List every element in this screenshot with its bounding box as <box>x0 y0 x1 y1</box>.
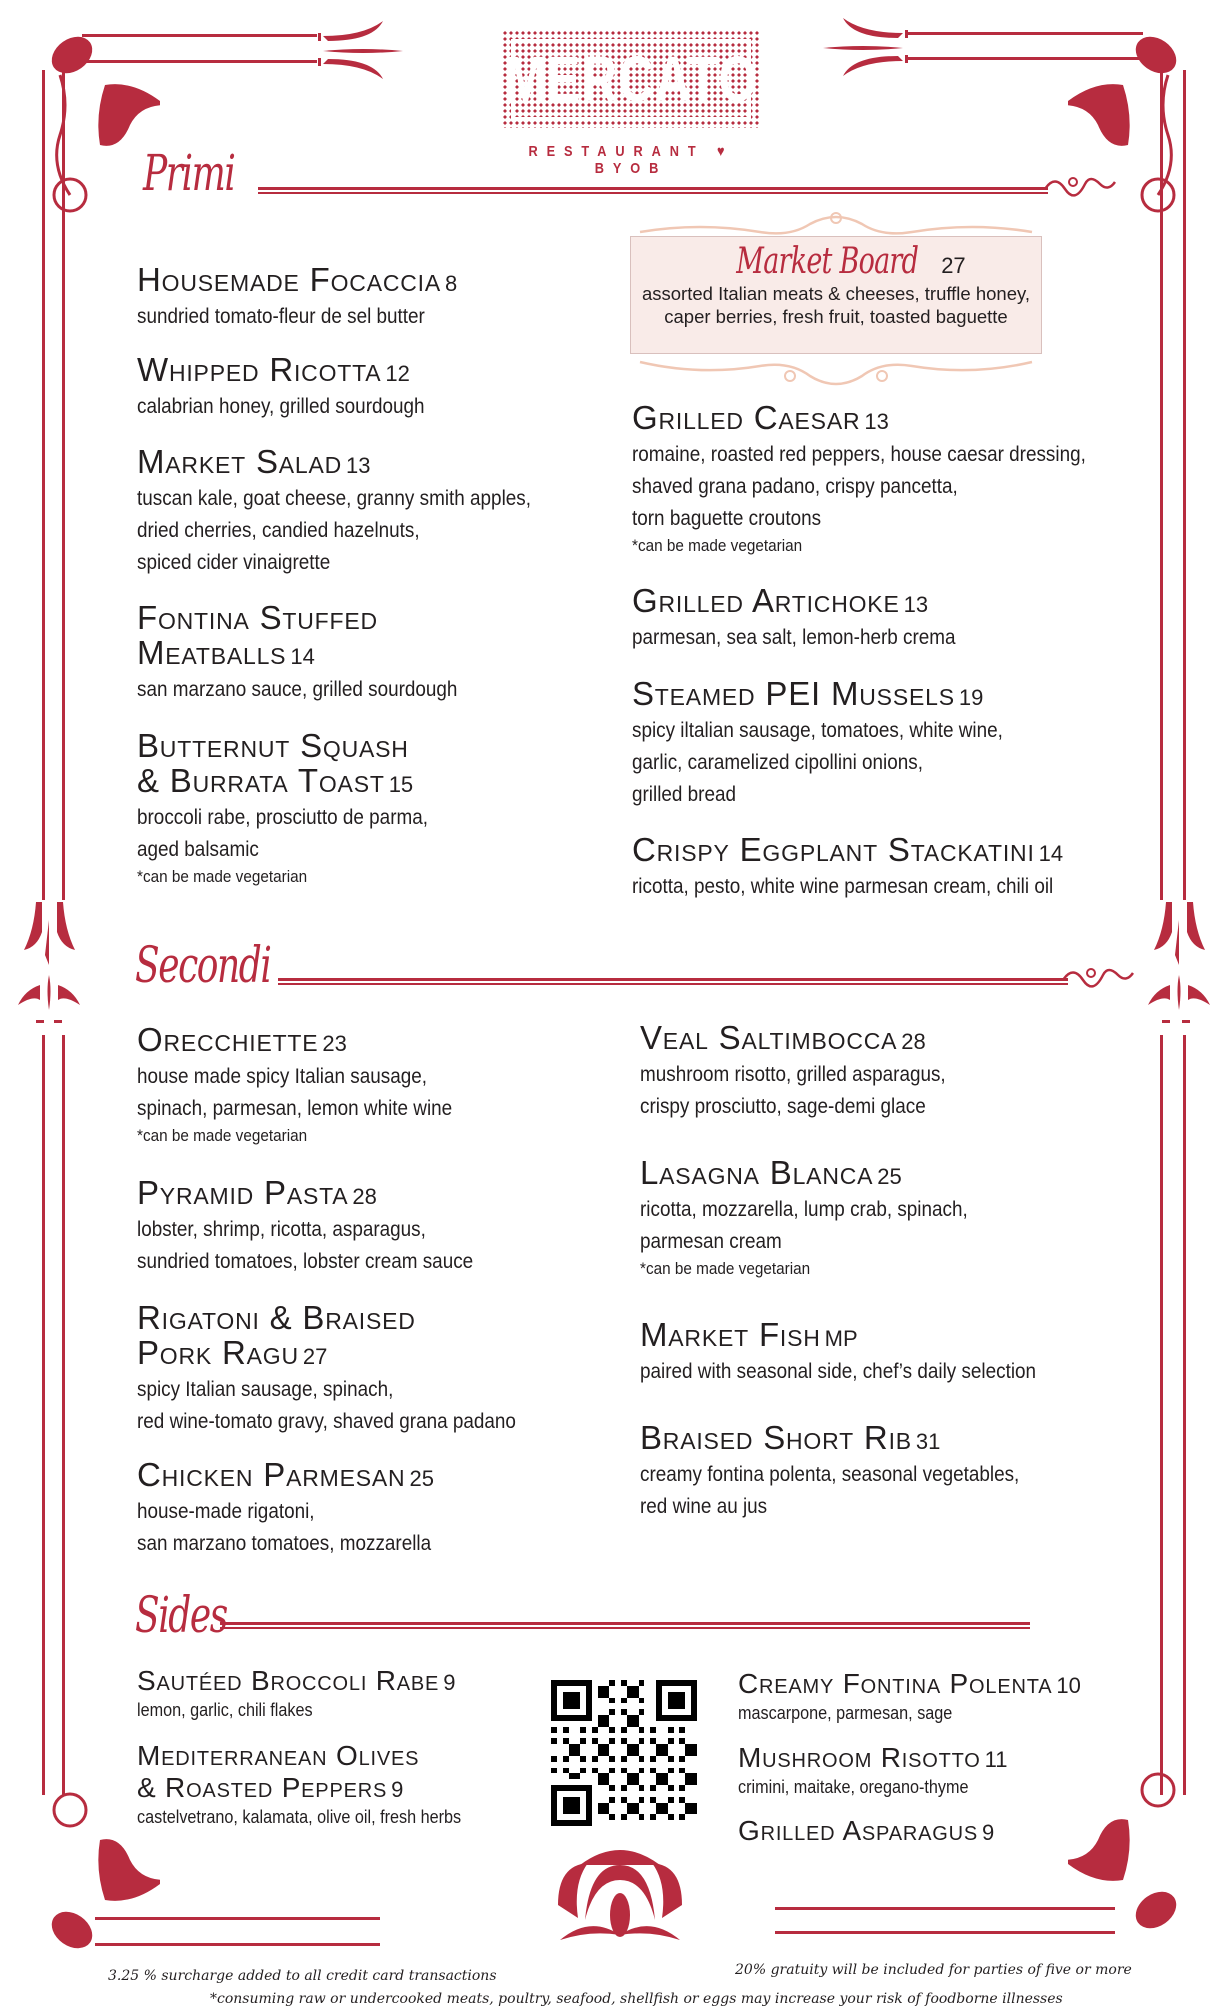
menu-item-name <box>738 1815 994 1849</box>
menu-item <box>137 1665 455 1721</box>
menu-item-description: san marzano tomatoes, mozzarella <box>137 1532 432 1555</box>
board-flourish-bottom-icon <box>630 356 1042 388</box>
menu-item-price: 13 <box>346 453 371 478</box>
menu-item-price: 25 <box>877 1164 902 1189</box>
menu-item-name-line: Pork Ragu <box>137 1334 299 1371</box>
menu-item <box>137 728 460 888</box>
menu-item-description: castelvetrano, kalamata, olive oil, fresh herbs <box>137 1807 462 1827</box>
vegetarian-note: *can be made vegetarian <box>632 536 803 555</box>
menu-item-name <box>640 1420 1061 1459</box>
market-board-desc-line: caper berries, fresh fruit, toasted baguette <box>664 306 1008 327</box>
menu-item-price: 13 <box>864 409 889 434</box>
qr-code-icon[interactable] <box>551 1680 697 1826</box>
menu-item <box>640 1155 1004 1280</box>
surcharge-note: 3.25 % surcharge added to all credit card transactions <box>108 1968 497 1984</box>
menu-item <box>137 600 493 706</box>
menu-item-description: dried cherries, candied hazelnuts, <box>137 519 420 542</box>
menu-item-description: lobster, shrimp, ricotta, asparagus, <box>137 1218 426 1241</box>
menu-item-name-line: Housemade Focaccia <box>137 261 441 298</box>
menu-item-name-line: Grilled Caesar <box>632 399 861 436</box>
menu-item-description: sundried tomato-fleur de sel butter <box>137 305 425 328</box>
menu-item-price: 13 <box>903 592 929 617</box>
section-title-sides: Sides <box>135 1586 227 1644</box>
menu-item-name-line: Grilled Asparagus <box>738 1815 978 1846</box>
menu-item <box>137 1022 487 1147</box>
menu-item-description: crimini, maitake, oregano-thyme <box>738 1777 969 1797</box>
menu-item-name-line: Creamy Fontina Polenta <box>738 1668 1053 1699</box>
menu-item-description: mascarpone, parmesan, sage <box>738 1703 953 1723</box>
market-board-desc-line: assorted Italian meats & cheeses, truffle honey, <box>641 283 1031 304</box>
menu-item-name <box>137 1740 497 1806</box>
food-safety-warning: *consuming raw or undercooked meats, poultry, seafood, shellfish or eggs may increase your risk of foodborne illnesses <box>210 1991 1063 2007</box>
menu-item-name-line: Orecchiette <box>137 1021 319 1058</box>
menu-item-description: tuscan kale, goat cheese, granny smith apples, <box>137 487 531 510</box>
menu-item <box>640 1020 980 1123</box>
menu-item <box>738 1742 1008 1798</box>
menu-item-name-line: Steamed PEI Mussels <box>632 675 955 712</box>
menu-item-description: house-made rigatoni, <box>137 1500 315 1523</box>
menu-item-name <box>137 352 457 391</box>
logo <box>502 30 760 128</box>
menu-item-name <box>137 444 575 483</box>
menu-item-name-line: & Roasted Peppers <box>137 1772 388 1803</box>
menu-item-description: parmesan, sea salt, lemon-herb crema <box>632 626 956 649</box>
menu-item-description: red wine au jus <box>640 1495 768 1518</box>
menu-item-price: 12 <box>385 361 410 386</box>
menu-item-name <box>640 1155 1004 1194</box>
vegetarian-note: *can be made vegetarian <box>640 1259 811 1278</box>
menu-item-name <box>137 1665 455 1699</box>
section-rule <box>220 1622 1030 1629</box>
section-title-secondi: Secondi <box>135 936 271 994</box>
menu-item-name-line: Fontina Stuffed <box>137 599 378 636</box>
menu-item-name <box>137 262 457 301</box>
menu-item-name <box>137 1022 487 1061</box>
menu-item-name <box>137 1457 464 1496</box>
menu-item-name <box>632 676 1044 715</box>
menu-item-description: ricotta, mozzarella, lump crab, spinach, <box>640 1198 968 1221</box>
menu-item-price: 15 <box>388 772 414 797</box>
menu-item-price: 23 <box>322 1031 347 1056</box>
menu-item-description: creamy fontina polenta, seasonal vegetables, <box>640 1463 1020 1486</box>
menu-item-name <box>738 1668 1081 1702</box>
menu-item-name-line: Lasagna Blanca <box>640 1154 874 1191</box>
menu-item-name <box>632 400 1136 439</box>
menu-item-name-line: Rigatoni & Braised <box>137 1299 416 1336</box>
menu-item-price: 28 <box>352 1184 377 1209</box>
vegetarian-note: *can be made vegetarian <box>137 867 308 886</box>
market-board-card <box>630 236 1042 354</box>
menu-item-name-line: Meatballs <box>137 634 287 671</box>
lotus-ornament-icon <box>540 1845 700 1950</box>
menu-item-description: spinach, parmesan, lemon white wine <box>137 1097 453 1120</box>
menu-item-price: 31 <box>915 1429 941 1454</box>
menu-item-description: spicy iltalian sausage, tomatoes, white wine, <box>632 719 1003 742</box>
menu-item-price: 9 <box>443 1670 456 1695</box>
menu-item-description: mushroom risotto, grilled asparagus, <box>640 1063 946 1086</box>
flower-corner-icon <box>20 15 160 215</box>
menu-item <box>640 1317 1080 1388</box>
menu-item-price: 9 <box>981 1820 995 1845</box>
menu-item <box>632 583 992 654</box>
flower-corner-icon <box>1068 1770 1208 1940</box>
menu-item-name <box>632 832 1100 871</box>
menu-item-name <box>632 583 992 622</box>
logo-tagline: RESTAURANT ♥ BYOB <box>528 143 734 177</box>
menu-item-name-line: Grilled Artichoke <box>632 582 900 619</box>
menu-item <box>640 1420 1061 1523</box>
menu-item-name-line: Market Fish <box>640 1316 821 1353</box>
fan-flourish-icon <box>12 900 82 1030</box>
section-rule <box>278 978 1068 985</box>
menu-item-name-line: Crispy Eggplant Stackatini <box>632 831 1035 868</box>
menu-item-description: romaine, roasted red peppers, house caesar dressing, <box>632 443 1086 466</box>
menu-item-description: spicy Italian sausage, spinach, <box>137 1378 394 1401</box>
menu-item <box>632 676 1044 811</box>
menu-item-description: san marzano sauce, grilled sourdough <box>137 678 458 701</box>
menu-item-name-line: & Burrata Toast <box>137 762 385 799</box>
menu-item-name-line: Braised Short Rib <box>640 1419 912 1456</box>
menu-item-name <box>640 1020 980 1059</box>
scroll-flourish-icon <box>1045 172 1120 207</box>
menu-item-description: house made spicy Italian sausage, <box>137 1065 427 1088</box>
menu-item-name-line: Market Salad <box>137 443 343 480</box>
menu-item <box>738 1815 994 1849</box>
menu-item-description: garlic, caramelized cipollini onions, <box>632 751 923 774</box>
menu-item-price: 14 <box>290 644 315 669</box>
menu-item-price: 19 <box>958 685 984 710</box>
menu-item-name-line: Butternut Squash <box>137 727 409 764</box>
menu-item-description: ricotta, pesto, white wine parmesan cream, chili oil <box>632 875 1054 898</box>
menu-item-description: spiced cider vinaigrette <box>137 551 331 574</box>
menu-item-name-line: Whipped Ricotta <box>137 351 382 388</box>
menu-item-price: 8 <box>444 271 458 296</box>
menu-item <box>632 400 1136 557</box>
menu-item-price: 10 <box>1056 1673 1081 1698</box>
menu-item-price: MP <box>824 1326 858 1351</box>
menu-item-name-line: Sautéed Broccoli Rabe <box>137 1665 440 1696</box>
menu-item-description: sundried tomatoes, lobster cream sauce <box>137 1250 474 1273</box>
menu-item-description: broccoli rabe, prosciutto de parma, <box>137 806 428 829</box>
market-board-title: Market Board <box>736 241 919 282</box>
menu-item-name-line: Veal Saltimbocca <box>640 1019 898 1056</box>
menu-item-name-line: Mediterranean Olives <box>137 1740 420 1771</box>
menu-item <box>137 1175 511 1278</box>
menu-item-name-line: Mushroom Risotto <box>738 1742 981 1773</box>
vegetarian-note: *can be made vegetarian <box>137 1126 308 1145</box>
menu-item-price: 14 <box>1038 841 1064 866</box>
menu-item <box>137 262 457 333</box>
menu-item-description: calabrian honey, grilled sourdough <box>137 395 425 418</box>
menu-item-name-line: Pyramid Pasta <box>137 1174 349 1211</box>
menu-item-name <box>137 1300 558 1374</box>
market-board-price: 27 <box>941 253 966 278</box>
menu-item-price: 25 <box>409 1466 434 1491</box>
menu-item-name <box>640 1317 1080 1356</box>
menu-item <box>632 832 1100 903</box>
menu-item-price: 9 <box>391 1777 404 1802</box>
menu-item <box>137 1457 464 1560</box>
menu-item-name <box>137 600 493 674</box>
menu-item-description: paired with seasonal side, chef’s daily selection <box>640 1360 1037 1383</box>
fan-flourish-icon <box>318 18 408 83</box>
menu-item-description: torn baguette croutons <box>632 507 822 530</box>
menu-item <box>738 1668 1081 1724</box>
fan-flourish-icon <box>1142 900 1212 1030</box>
logo-text: MERCATO <box>504 43 758 115</box>
menu-item-name <box>738 1742 1008 1776</box>
menu-item-description: red wine-tomato gravy, shaved grana padano <box>137 1410 516 1433</box>
menu-item-description: parmesan cream <box>640 1230 782 1253</box>
fan-flourish-icon <box>818 15 908 80</box>
section-rule <box>258 187 1048 194</box>
menu-item <box>137 1300 558 1438</box>
menu-item-price: 11 <box>984 1747 1008 1772</box>
menu-item <box>137 352 457 423</box>
gratuity-note: 20% gratuity will be included for parties of five or more <box>735 1962 1132 1978</box>
menu-item-name <box>137 728 460 802</box>
section-title-primi: Primi <box>143 144 235 202</box>
menu-item-description: aged balsamic <box>137 838 259 861</box>
board-flourish-top-icon <box>630 210 1042 238</box>
menu-item <box>137 1740 497 1828</box>
menu-item-name-line: Chicken Parmesan <box>137 1456 406 1493</box>
menu-item-description: lemon, garlic, chili flakes <box>137 1700 313 1720</box>
menu-item-price: 28 <box>901 1029 926 1054</box>
menu-item-name <box>137 1175 511 1214</box>
menu-item-price: 27 <box>302 1344 328 1369</box>
menu-item <box>137 444 575 579</box>
menu-item-description: crispy prosciutto, sage-demi glace <box>640 1095 926 1118</box>
scroll-flourish-icon <box>1063 963 1138 998</box>
menu-item-description: shaved grana padano, crispy pancetta, <box>632 475 958 498</box>
menu-item-description: grilled bread <box>632 783 737 806</box>
